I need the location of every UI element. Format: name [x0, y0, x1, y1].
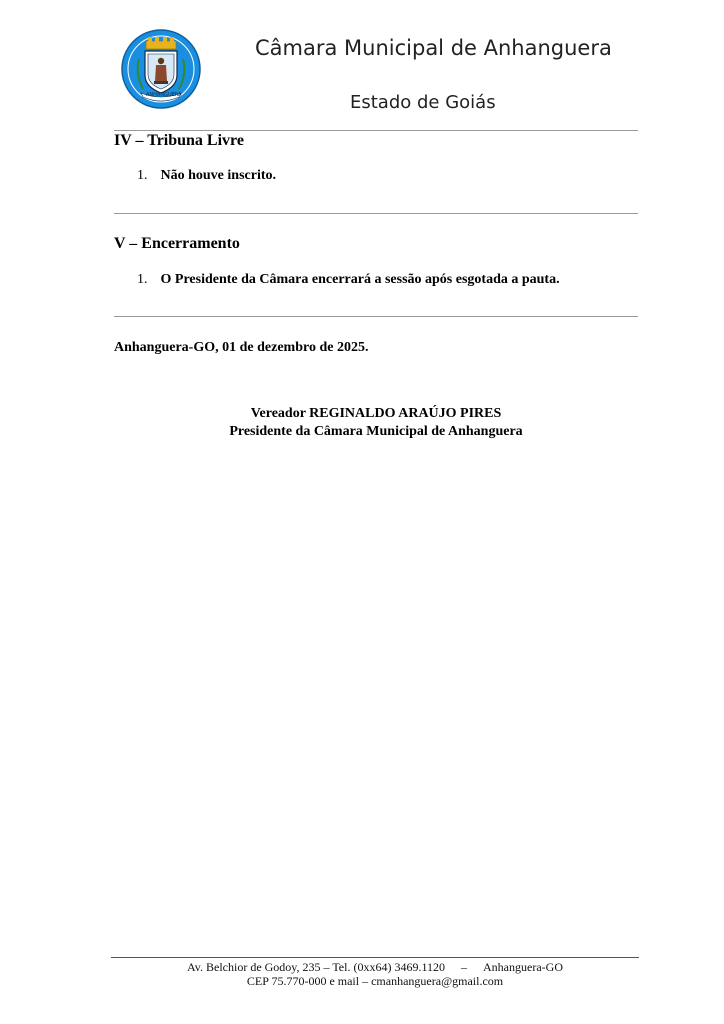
header-subtitle: Estado de Goiás: [350, 92, 496, 113]
signature-role: Presidente da Câmara Municipal de Anhanguera: [229, 424, 523, 439]
footer-divider: [111, 957, 639, 958]
divider: [114, 316, 638, 317]
signature-name: Vereador REGINALDO ARAÚJO PIRES: [250, 406, 502, 421]
list-item: [137, 168, 276, 184]
section-title-encerramento: V – Encerramento: [114, 235, 240, 252]
divider: [114, 213, 638, 214]
dateline: Anhanguera-GO, 01 de dezembro de 2025.: [114, 340, 369, 355]
seal-text: ANHANGUERA: [146, 92, 182, 98]
list-item-number: 1.: [137, 168, 148, 183]
list-item-text: O Presidente da Câmara encerrará a sessão após esgotada a pauta.: [160, 272, 560, 287]
footer-separator: –: [461, 960, 468, 974]
footer-address: Av. Belchior de Godoy, 235 – Tel. (0xx64) 3469.1120: [187, 960, 446, 974]
footer-line-1: [111, 960, 639, 975]
list-item-number: 1.: [137, 272, 148, 287]
list-item-text: Não houve inscrito.: [160, 168, 276, 183]
footer-city: Anhanguera-GO: [483, 960, 563, 974]
section-title-tribuna: IV – Tribuna Livre: [114, 132, 244, 149]
footer-line-2: CEP 75.770-000 e mail – cmanhanguera@gmail.com: [246, 974, 504, 988]
list-item: [137, 272, 560, 288]
header-title: Câmara Municipal de Anhanguera: [255, 36, 612, 60]
divider: [114, 130, 638, 131]
